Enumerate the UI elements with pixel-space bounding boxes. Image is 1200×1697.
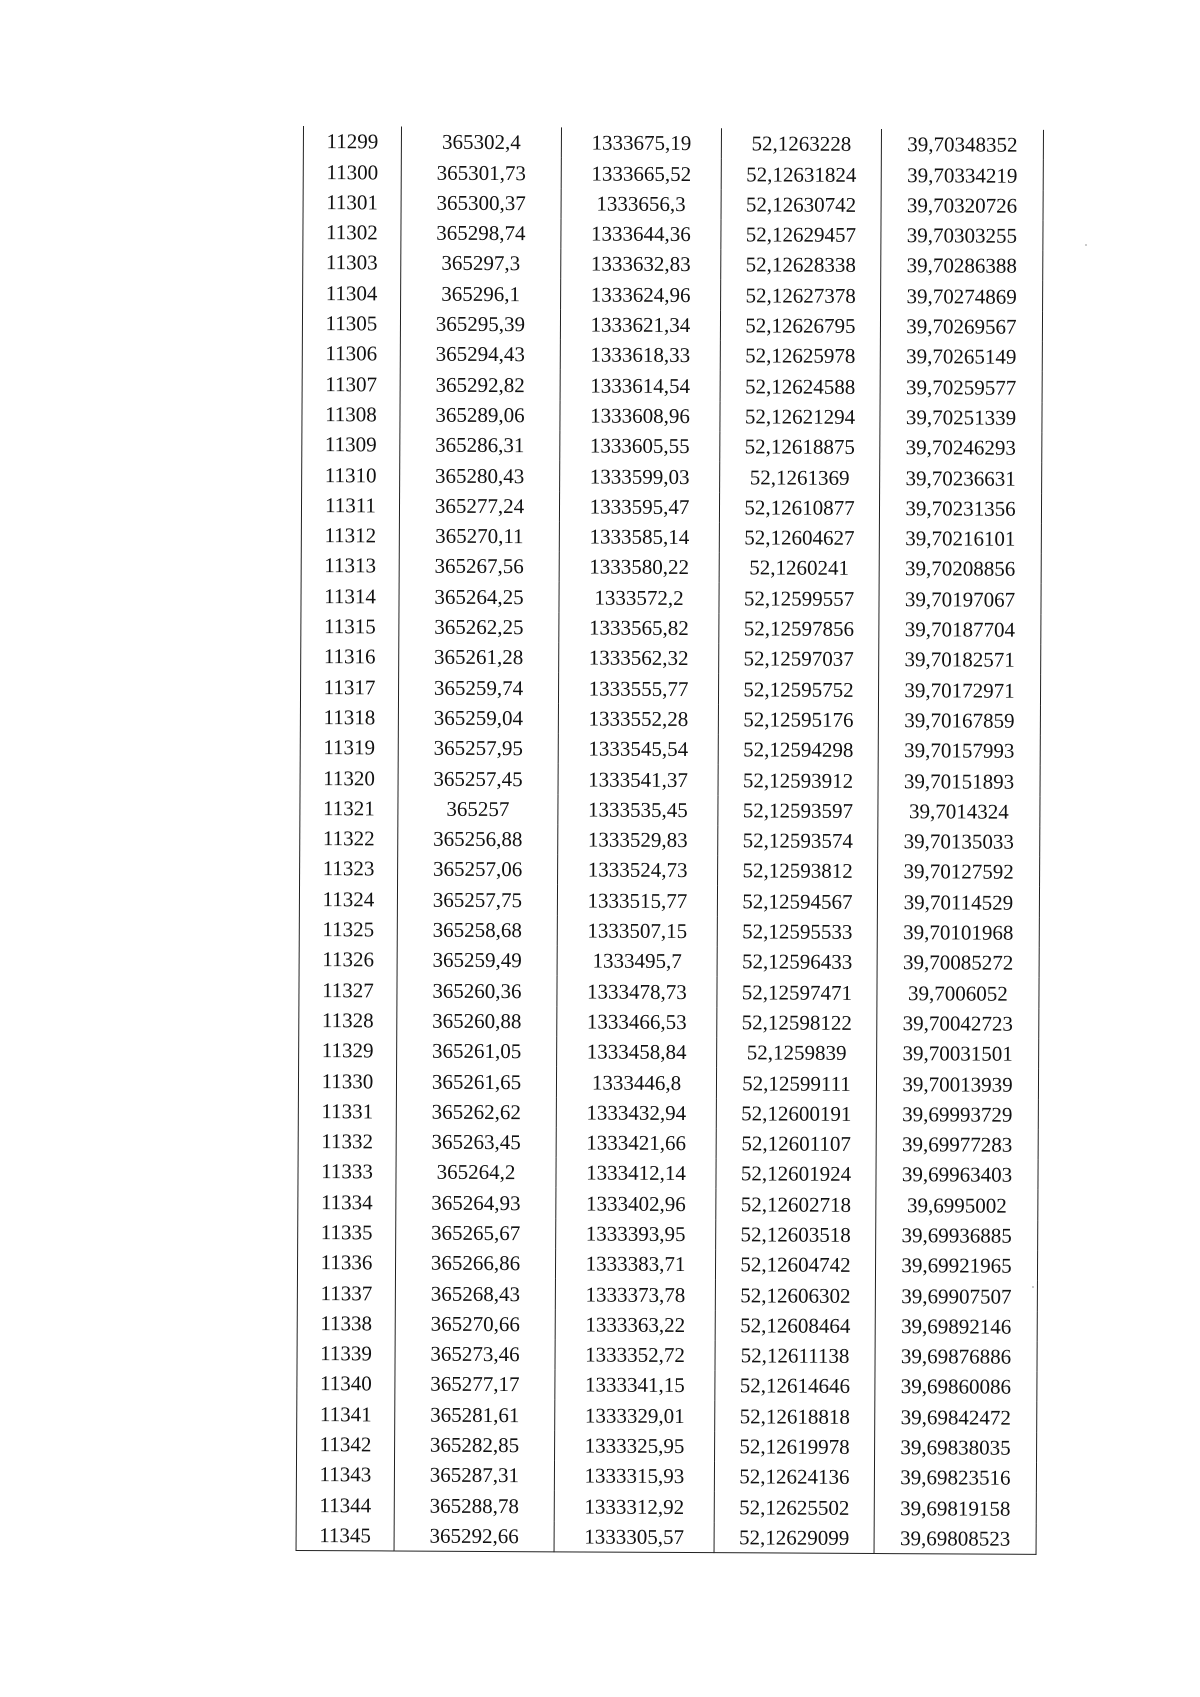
longitude-cell: 39,69876886	[875, 1341, 1037, 1372]
longitude-cell: 39,70208856	[879, 553, 1041, 584]
y-coordinate-cell: 1333565,82	[559, 612, 719, 643]
point-number-cell: 11301	[303, 187, 401, 218]
y-coordinate-cell: 1333555,77	[558, 673, 718, 704]
x-coordinate-cell: 365289,06	[400, 399, 560, 430]
y-coordinate-cell: 1333529,83	[558, 824, 718, 855]
x-coordinate-cell: 365257	[398, 793, 558, 824]
y-coordinate-cell: 1333507,15	[557, 915, 717, 946]
y-coordinate-cell: 1333656,3	[561, 188, 721, 219]
table-row	[296, 1520, 1036, 1555]
point-number-cell: 11345	[296, 1520, 394, 1551]
table-row	[303, 187, 1043, 221]
latitude-cell: 52,12604742	[715, 1249, 875, 1280]
longitude-cell: 39,69921965	[875, 1250, 1037, 1281]
longitude-cell: 39,70013939	[876, 1068, 1038, 1099]
x-coordinate-cell: 365280,43	[400, 460, 560, 491]
latitude-cell: 52,12627378	[721, 280, 881, 311]
x-coordinate-cell: 365282,85	[395, 1429, 555, 1460]
longitude-cell: 39,69936885	[876, 1220, 1038, 1251]
longitude-cell: 39,70182571	[879, 644, 1041, 675]
x-coordinate-cell: 365277,24	[399, 490, 559, 521]
point-number-cell: 11311	[301, 490, 399, 521]
x-coordinate-cell: 365286,31	[400, 429, 560, 460]
latitude-cell: 52,12593574	[718, 825, 878, 856]
latitude-cell: 52,12597037	[719, 643, 879, 674]
table-row	[296, 1459, 1036, 1493]
table-row	[296, 1489, 1036, 1523]
y-coordinate-cell: 1333341,15	[555, 1370, 715, 1401]
coordinates-table-body	[296, 126, 1043, 1554]
table-row	[300, 853, 1040, 887]
y-coordinate-cell: 1333312,92	[554, 1491, 714, 1522]
x-coordinate-cell: 365300,37	[401, 187, 561, 218]
longitude-cell: 39,70187704	[879, 614, 1041, 645]
x-coordinate-cell: 365288,78	[394, 1490, 554, 1521]
point-number-cell: 11304	[303, 277, 401, 308]
point-number-cell: 11320	[300, 762, 398, 793]
x-coordinate-cell: 365301,73	[401, 157, 561, 188]
point-number-cell: 11335	[298, 1217, 396, 1248]
y-coordinate-cell: 1333393,95	[556, 1218, 716, 1249]
table-row	[302, 338, 1042, 372]
table-row	[299, 1005, 1039, 1039]
longitude-cell: 39,70157993	[878, 735, 1040, 766]
point-number-cell: 11344	[296, 1489, 394, 1520]
y-coordinate-cell: 1333478,73	[557, 976, 717, 1007]
x-coordinate-cell: 365257,45	[398, 763, 558, 794]
y-coordinate-cell: 1333305,57	[554, 1521, 714, 1553]
y-coordinate-cell: 1333495,7	[557, 945, 717, 976]
x-coordinate-cell: 365298,74	[401, 217, 561, 248]
table-row	[302, 308, 1042, 342]
longitude-cell: 39,70246293	[880, 432, 1042, 463]
longitude-cell: 39,69819158	[874, 1492, 1036, 1523]
x-coordinate-cell: 365292,66	[394, 1520, 554, 1552]
point-number-cell: 11323	[300, 853, 398, 884]
table-row	[303, 156, 1043, 190]
table-row	[300, 793, 1040, 827]
latitude-cell: 52,12601924	[716, 1158, 876, 1189]
table-row	[299, 1035, 1039, 1069]
longitude-cell: 39,6995002	[876, 1189, 1038, 1220]
x-coordinate-cell: 365261,28	[399, 642, 559, 673]
longitude-cell: 39,7006052	[877, 977, 1039, 1008]
y-coordinate-cell: 1333315,93	[554, 1460, 714, 1491]
point-number-cell: 11340	[297, 1368, 395, 1399]
x-coordinate-cell: 365257,95	[398, 732, 558, 763]
y-coordinate-cell: 1333352,72	[555, 1339, 715, 1370]
longitude-cell: 39,69842472	[875, 1401, 1037, 1432]
x-coordinate-cell: 365256,88	[398, 823, 558, 854]
longitude-cell: 39,70236631	[880, 462, 1042, 493]
table-row	[297, 1277, 1037, 1311]
longitude-cell: 39,69838035	[875, 1432, 1037, 1463]
longitude-cell: 39,70114529	[877, 886, 1039, 917]
longitude-cell: 39,70135033	[878, 826, 1040, 857]
longitude-cell: 39,70127592	[878, 856, 1040, 887]
point-number-cell: 11303	[303, 247, 401, 278]
latitude-cell: 52,12631824	[721, 158, 881, 189]
latitude-cell: 52,12595176	[718, 704, 878, 735]
x-coordinate-cell: 365261,05	[397, 1035, 557, 1066]
y-coordinate-cell: 1333458,84	[557, 1036, 717, 1067]
y-coordinate-cell: 1333541,37	[558, 764, 718, 795]
x-coordinate-cell: 365263,45	[396, 1126, 556, 1157]
y-coordinate-cell: 1333599,03	[560, 461, 720, 492]
y-coordinate-cell: 1333515,77	[557, 885, 717, 916]
latitude-cell: 52,12619978	[715, 1431, 875, 1462]
longitude-cell: 39,70231356	[879, 493, 1041, 524]
y-coordinate-cell: 1333624,96	[561, 279, 721, 310]
x-coordinate-cell: 365264,25	[399, 581, 559, 612]
longitude-cell: 39,70197067	[879, 583, 1041, 614]
x-coordinate-cell: 365281,61	[395, 1399, 555, 1430]
longitude-cell: 39,70320726	[881, 190, 1043, 221]
y-coordinate-cell: 1333595,47	[559, 491, 719, 522]
x-coordinate-cell: 365257,06	[398, 854, 558, 885]
point-number-cell: 11306	[302, 338, 400, 369]
table-row	[299, 883, 1039, 917]
x-coordinate-cell: 365292,82	[400, 369, 560, 400]
point-number-cell: 11307	[302, 368, 400, 399]
latitude-cell: 52,1263228	[721, 128, 881, 159]
table-row	[298, 1065, 1038, 1099]
longitude-cell: 39,69823516	[874, 1462, 1036, 1493]
table-row	[302, 459, 1042, 493]
y-coordinate-cell: 1333608,96	[560, 400, 720, 431]
y-coordinate-cell: 1333618,33	[560, 339, 720, 370]
point-number-cell: 11310	[302, 459, 400, 490]
point-number-cell: 11338	[297, 1308, 395, 1339]
table-row	[303, 217, 1043, 251]
point-number-cell: 11322	[300, 823, 398, 854]
longitude-cell: 39,69808523	[874, 1523, 1036, 1555]
latitude-cell: 52,1261369	[720, 461, 880, 492]
table-row	[298, 1156, 1038, 1190]
longitude-cell: 39,70167859	[878, 705, 1040, 736]
x-coordinate-cell: 365260,88	[397, 1005, 557, 1036]
longitude-cell: 39,70042723	[877, 1008, 1039, 1039]
x-coordinate-cell: 365261,65	[396, 1066, 556, 1097]
latitude-cell: 52,12595752	[718, 674, 878, 705]
x-coordinate-cell: 365295,39	[400, 308, 560, 339]
table-row	[298, 1217, 1038, 1251]
point-number-cell: 11313	[301, 550, 399, 581]
table-row	[297, 1398, 1037, 1432]
longitude-cell: 39,70251339	[880, 402, 1042, 433]
table-row	[301, 490, 1041, 524]
point-number-cell: 11332	[298, 1126, 396, 1157]
longitude-cell: 39,70216101	[879, 523, 1041, 554]
y-coordinate-cell: 1333432,94	[556, 1097, 716, 1128]
latitude-cell: 52,12625978	[720, 340, 880, 371]
point-number-cell: 11330	[298, 1065, 396, 1096]
point-number-cell: 11318	[300, 702, 398, 733]
point-number-cell: 11309	[302, 429, 400, 460]
longitude-cell: 39,69993729	[876, 1099, 1038, 1130]
longitude-cell: 39,70172971	[878, 674, 1040, 705]
y-coordinate-cell: 1333325,95	[555, 1430, 715, 1461]
coordinates-table	[296, 126, 1044, 1555]
longitude-cell: 39,70151893	[878, 765, 1040, 796]
y-coordinate-cell: 1333421,66	[556, 1127, 716, 1158]
longitude-cell: 39,70031501	[877, 1038, 1039, 1069]
latitude-cell: 52,12593597	[718, 795, 878, 826]
table-row	[301, 611, 1041, 645]
latitude-cell: 52,12600191	[716, 1098, 876, 1129]
y-coordinate-cell: 1333614,54	[560, 370, 720, 401]
latitude-cell: 52,12624588	[720, 371, 880, 402]
longitude-cell: 39,70259577	[880, 371, 1042, 402]
point-number-cell: 11317	[300, 671, 398, 702]
table-row	[298, 1095, 1038, 1129]
point-number-cell: 11321	[300, 793, 398, 824]
point-number-cell: 11328	[299, 1005, 397, 1036]
y-coordinate-cell: 1333605,55	[560, 430, 720, 461]
latitude-cell: 52,12603518	[716, 1219, 876, 1250]
table-row	[301, 550, 1041, 584]
y-coordinate-cell: 1333412,14	[556, 1157, 716, 1188]
point-number-cell: 11327	[299, 974, 397, 1005]
point-number-cell: 11342	[297, 1429, 395, 1460]
x-coordinate-cell: 365270,11	[399, 520, 559, 551]
y-coordinate-cell: 1333632,83	[561, 249, 721, 280]
latitude-cell: 52,12594298	[718, 734, 878, 765]
point-number-cell: 11325	[299, 914, 397, 945]
x-coordinate-cell: 365294,43	[400, 339, 560, 370]
point-number-cell: 11341	[297, 1398, 395, 1429]
table-row	[301, 641, 1041, 675]
x-coordinate-cell: 365264,2	[396, 1157, 556, 1188]
table-row	[300, 732, 1040, 766]
latitude-cell: 52,12624136	[714, 1461, 874, 1492]
table-row	[297, 1368, 1037, 1402]
point-number-cell: 11299	[303, 126, 401, 157]
table-row	[297, 1429, 1037, 1463]
longitude-cell: 39,70101968	[877, 917, 1039, 948]
latitude-cell: 52,12602718	[716, 1189, 876, 1220]
scan-speck	[1085, 244, 1087, 246]
point-number-cell: 11324	[299, 883, 397, 914]
table-row	[300, 671, 1040, 705]
longitude-cell: 39,70286388	[881, 250, 1043, 281]
x-coordinate-cell: 365268,43	[395, 1278, 555, 1309]
y-coordinate-cell: 1333402,96	[556, 1188, 716, 1219]
x-coordinate-cell: 365287,31	[394, 1460, 554, 1491]
point-number-cell: 11331	[298, 1095, 396, 1126]
table-row	[300, 702, 1040, 736]
table-row	[303, 277, 1043, 311]
point-number-cell: 11305	[302, 308, 400, 339]
latitude-cell: 52,12610877	[719, 492, 879, 523]
x-coordinate-cell: 365257,75	[397, 884, 557, 915]
table-row	[297, 1247, 1037, 1281]
y-coordinate-cell: 1333363,22	[555, 1309, 715, 1340]
x-coordinate-cell: 365264,93	[396, 1187, 556, 1218]
point-number-cell: 11300	[303, 156, 401, 187]
longitude-cell: 39,7014324	[878, 796, 1040, 827]
latitude-cell: 52,12599557	[719, 583, 879, 614]
x-coordinate-cell: 365267,56	[399, 551, 559, 582]
x-coordinate-cell: 365297,3	[401, 248, 561, 279]
latitude-cell: 52,12593912	[718, 764, 878, 795]
point-number-cell: 11302	[303, 217, 401, 248]
longitude-cell: 39,70265149	[880, 341, 1042, 372]
y-coordinate-cell: 1333675,19	[561, 127, 721, 158]
latitude-cell: 52,12628338	[721, 249, 881, 280]
latitude-cell: 52,12614646	[715, 1370, 875, 1401]
x-coordinate-cell: 365262,25	[399, 611, 559, 642]
latitude-cell: 52,12597856	[719, 613, 879, 644]
table-row	[299, 914, 1039, 948]
x-coordinate-cell: 365270,66	[395, 1308, 555, 1339]
y-coordinate-cell: 1333466,53	[557, 1006, 717, 1037]
latitude-cell: 52,12593812	[718, 855, 878, 886]
y-coordinate-cell: 1333535,45	[558, 794, 718, 825]
table-row	[301, 520, 1041, 554]
point-number-cell: 11339	[297, 1338, 395, 1369]
longitude-cell: 39,70334219	[881, 159, 1043, 190]
y-coordinate-cell: 1333383,71	[555, 1248, 715, 1279]
latitude-cell: 52,12629457	[721, 219, 881, 250]
x-coordinate-cell: 365273,46	[395, 1338, 555, 1369]
x-coordinate-cell: 365259,49	[397, 945, 557, 976]
longitude-cell: 39,70085272	[877, 947, 1039, 978]
latitude-cell: 52,12594567	[717, 886, 877, 917]
point-number-cell: 11315	[301, 611, 399, 642]
latitude-cell: 52,12598122	[717, 1007, 877, 1038]
x-coordinate-cell: 365259,74	[398, 672, 558, 703]
x-coordinate-cell: 365262,62	[396, 1096, 556, 1127]
table-row	[303, 247, 1043, 281]
table-row	[300, 823, 1040, 857]
table-row	[302, 368, 1042, 402]
latitude-cell: 52,12608464	[715, 1310, 875, 1341]
latitude-cell: 52,12618818	[715, 1401, 875, 1432]
latitude-cell: 52,12621294	[720, 401, 880, 432]
table-row	[302, 399, 1042, 433]
latitude-cell: 52,12626795	[720, 310, 880, 341]
latitude-cell: 52,12618875	[720, 431, 880, 462]
longitude-cell: 39,69977283	[876, 1129, 1038, 1160]
point-number-cell: 11314	[301, 580, 399, 611]
x-coordinate-cell: 365260,36	[397, 975, 557, 1006]
table-row	[301, 580, 1041, 614]
y-coordinate-cell: 1333552,28	[558, 703, 718, 734]
y-coordinate-cell: 1333545,54	[558, 733, 718, 764]
longitude-cell: 39,69860086	[875, 1371, 1037, 1402]
latitude-cell: 52,12595533	[717, 916, 877, 947]
x-coordinate-cell: 365277,17	[395, 1369, 555, 1400]
point-number-cell: 11334	[298, 1186, 396, 1217]
point-number-cell: 11329	[299, 1035, 397, 1066]
latitude-cell: 52,12625502	[714, 1492, 874, 1523]
x-coordinate-cell: 365296,1	[401, 278, 561, 309]
latitude-cell: 52,12596433	[717, 946, 877, 977]
y-coordinate-cell: 1333373,78	[555, 1279, 715, 1310]
longitude-cell: 39,69907507	[875, 1280, 1037, 1311]
latitude-cell: 52,12604627	[719, 522, 879, 553]
x-coordinate-cell: 365259,04	[398, 702, 558, 733]
latitude-cell: 52,12599111	[716, 1067, 876, 1098]
y-coordinate-cell: 1333621,34	[560, 309, 720, 340]
longitude-cell: 39,69963403	[876, 1159, 1038, 1190]
table-row	[298, 1126, 1038, 1160]
y-coordinate-cell: 1333562,32	[559, 642, 719, 673]
longitude-cell: 39,70269567	[880, 311, 1042, 342]
latitude-cell: 52,12606302	[715, 1279, 875, 1310]
y-coordinate-cell: 1333644,36	[561, 218, 721, 249]
y-coordinate-cell: 1333580,22	[559, 552, 719, 583]
point-number-cell: 11312	[301, 520, 399, 551]
latitude-cell: 52,12601107	[716, 1128, 876, 1159]
table-row	[297, 1338, 1037, 1372]
table-row	[299, 974, 1039, 1008]
table-row	[299, 944, 1039, 978]
longitude-cell: 39,70274869	[881, 281, 1043, 312]
point-number-cell: 11308	[302, 399, 400, 430]
x-coordinate-cell: 365258,68	[397, 914, 557, 945]
x-coordinate-cell: 365302,4	[401, 127, 561, 158]
y-coordinate-cell: 1333665,52	[561, 158, 721, 189]
y-coordinate-cell: 1333446,8	[556, 1067, 716, 1098]
latitude-cell: 52,1259839	[717, 1037, 877, 1068]
table-row	[303, 126, 1043, 160]
y-coordinate-cell: 1333572,2	[559, 582, 719, 613]
point-number-cell: 11316	[301, 641, 399, 672]
latitude-cell: 52,12611138	[715, 1340, 875, 1371]
latitude-cell: 52,12630742	[721, 189, 881, 220]
latitude-cell: 52,12597471	[717, 976, 877, 1007]
table-row	[300, 762, 1040, 796]
point-number-cell: 11337	[297, 1277, 395, 1308]
point-number-cell: 11343	[296, 1459, 394, 1490]
point-number-cell: 11333	[298, 1156, 396, 1187]
point-number-cell: 11319	[300, 732, 398, 763]
longitude-cell: 39,70348352	[881, 129, 1043, 160]
table-row	[297, 1308, 1037, 1342]
y-coordinate-cell: 1333524,73	[558, 854, 718, 885]
table-row	[298, 1186, 1038, 1220]
x-coordinate-cell: 365265,67	[396, 1217, 556, 1248]
x-coordinate-cell: 365266,86	[395, 1247, 555, 1278]
y-coordinate-cell: 1333329,01	[555, 1400, 715, 1431]
latitude-cell: 52,12629099	[714, 1522, 874, 1554]
latitude-cell: 52,1260241	[719, 552, 879, 583]
point-number-cell: 11336	[297, 1247, 395, 1278]
table-row	[302, 429, 1042, 463]
point-number-cell: 11326	[299, 944, 397, 975]
longitude-cell: 39,70303255	[881, 220, 1043, 251]
y-coordinate-cell: 1333585,14	[559, 521, 719, 552]
longitude-cell: 39,69892146	[875, 1311, 1037, 1342]
